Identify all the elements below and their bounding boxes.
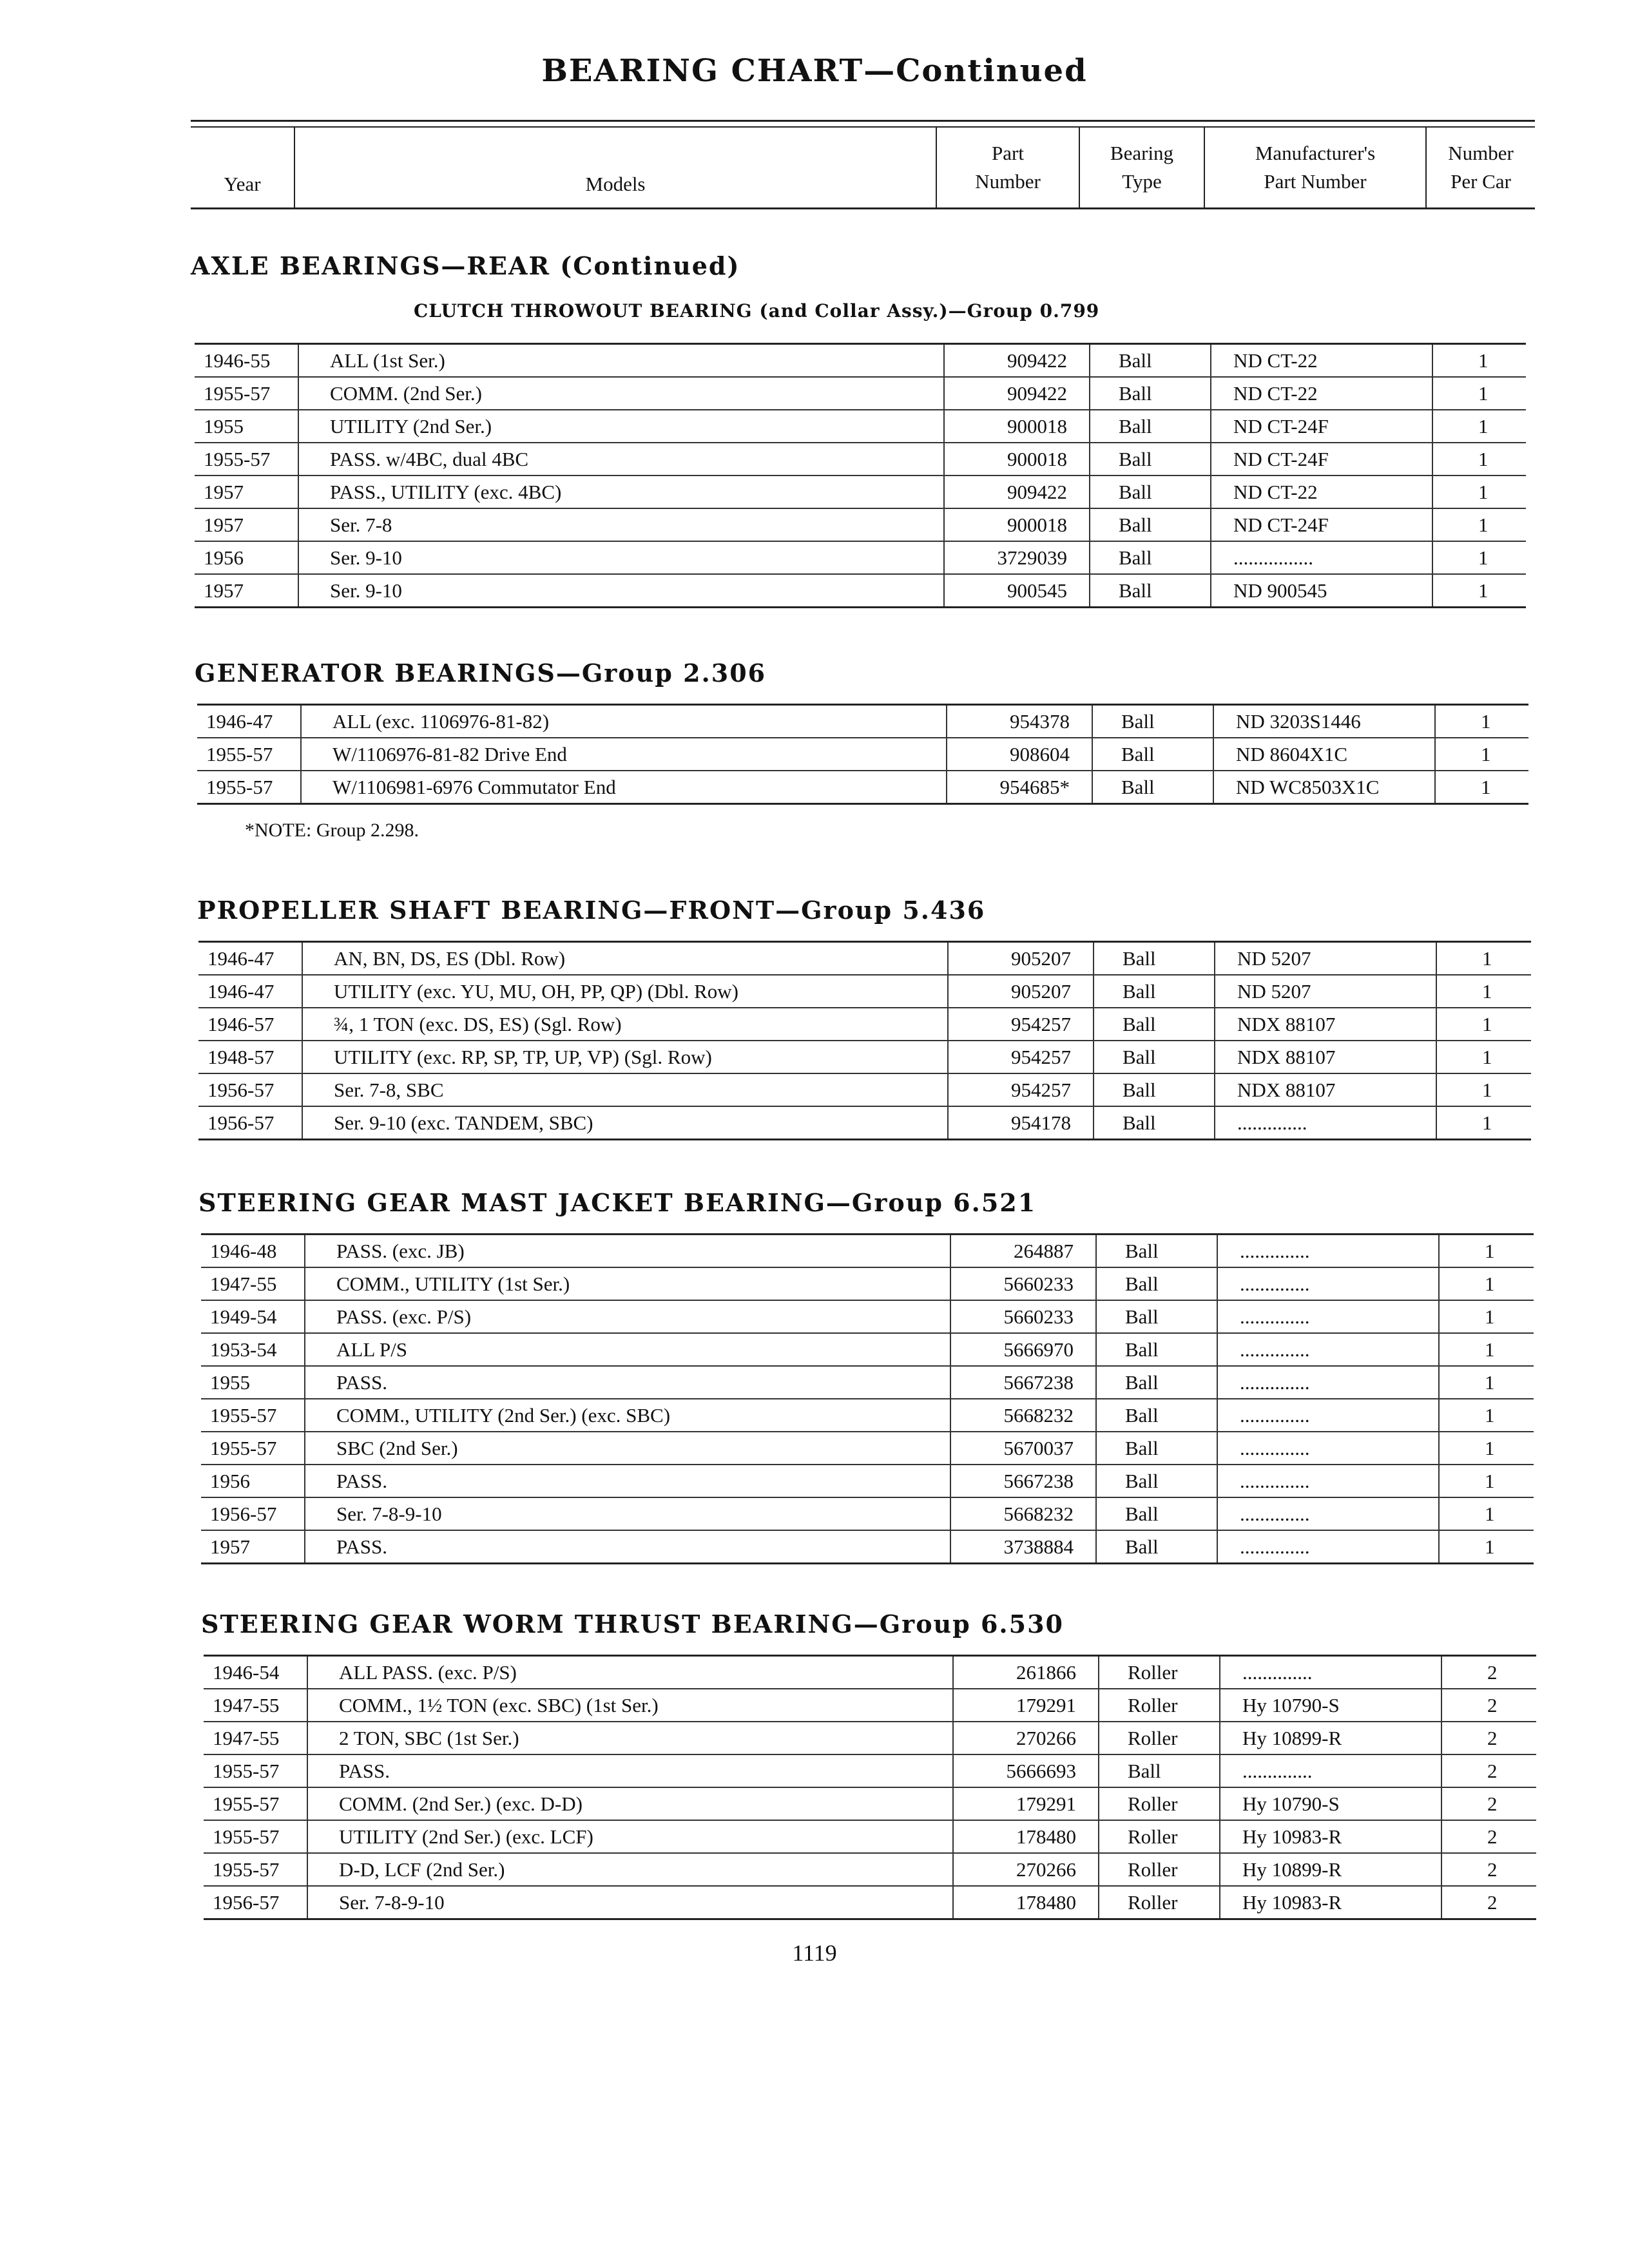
mfr-part-number-cell: ND CT-22 [1210, 378, 1432, 409]
number-per-car-cell: 1 [1436, 1008, 1530, 1040]
bearing-type-cell: Ball [1092, 738, 1213, 770]
mast-jacket-heading: STEERING GEAR MAST JACKET BEARING—Group 6.521 [198, 1188, 1037, 1217]
mfr-part-number-cell: NDX 88107 [1214, 1008, 1436, 1040]
mfr-part-number-cell: ND CT-22 [1210, 345, 1432, 376]
part-number-cell: 270266 [952, 1722, 1098, 1754]
models-cell: PASS., UTILITY (exc. 4BC) [298, 476, 943, 508]
models-cell: COMM., UTILITY (1st Ser.) [304, 1268, 950, 1300]
part-number-cell: 905207 [947, 943, 1093, 974]
bearing-type-cell: Ball [1093, 975, 1214, 1007]
models-cell: Ser. 9-10 [298, 575, 943, 606]
year-cell: 1946-47 [207, 947, 275, 970]
table-row [195, 345, 1526, 378]
table-row [204, 1722, 1536, 1755]
year-cell: 1956-57 [213, 1891, 280, 1914]
models-cell: Ser. 9-10 [298, 542, 943, 573]
bearing-type-cell: Ball [1093, 943, 1214, 974]
models-cell: SBC (2nd Ser.) [304, 1432, 950, 1464]
mfr-part-number-cell: .............. [1219, 1657, 1441, 1688]
number-per-car-cell: 1 [1432, 509, 1526, 541]
models-cell: Ser. 7-8, SBC [302, 1074, 947, 1106]
year-cell: 1956-57 [210, 1503, 277, 1525]
table-row [198, 975, 1531, 1008]
year-cell: 1956 [210, 1470, 250, 1492]
bearing-type-cell: Ball [1095, 1235, 1217, 1267]
part-number-cell: 908604 [946, 738, 1092, 770]
table-row [201, 1268, 1534, 1301]
bearing-type-cell: Ball [1095, 1531, 1217, 1562]
bearing-type-cell: Ball [1093, 1074, 1214, 1106]
models-cell: ALL (exc. 1106976-81-82) [300, 706, 946, 737]
part-number-cell: 954378 [946, 706, 1092, 737]
models-cell: PASS. [304, 1367, 950, 1398]
part-number-cell: 5667238 [950, 1367, 1095, 1398]
bearing-type-cell: Roller [1098, 1887, 1219, 1918]
number-per-car-cell: 2 [1441, 1821, 1535, 1852]
part-number-cell: 3738884 [950, 1531, 1095, 1562]
part-number-cell: 900545 [943, 575, 1089, 606]
mfr-part-number-cell: .............. [1217, 1498, 1438, 1530]
year-cell: 1957 [204, 481, 244, 503]
models-cell: Ser. 9-10 (exc. TANDEM, SBC) [302, 1107, 947, 1139]
number-per-car-cell: 1 [1438, 1367, 1532, 1398]
mfr-part-number-cell: ND 5207 [1214, 975, 1436, 1007]
part-number-cell: 954685* [946, 771, 1092, 803]
page-number: 1119 [792, 1940, 837, 1966]
part-number-cell: 5660233 [950, 1301, 1095, 1332]
mfr-part-number-cell: Hy 10899-R [1219, 1854, 1441, 1885]
bearing-type-cell: Ball [1095, 1367, 1217, 1398]
number-per-car-cell: 1 [1434, 771, 1528, 803]
table-row [198, 1008, 1531, 1041]
year-cell: 1946-47 [207, 980, 275, 1003]
number-per-car-cell: 1 [1432, 443, 1526, 475]
table-row [201, 1301, 1534, 1334]
mast-jacket-table [201, 1233, 1534, 1564]
number-per-car-cell: 1 [1438, 1531, 1532, 1562]
year-cell: 1955-57 [213, 1792, 280, 1815]
part-number-cell: 5670037 [950, 1432, 1095, 1464]
generator-note: *NOTE: Group 2.298. [245, 820, 419, 841]
table-row [204, 1689, 1536, 1722]
bearing-type-cell: Ball [1095, 1432, 1217, 1464]
year-cell: 1955-57 [210, 1404, 277, 1427]
bearing-type-cell: Ball [1093, 1008, 1214, 1040]
column-header [191, 120, 1535, 209]
year-cell: 1953-54 [210, 1338, 277, 1361]
models-cell: W/1106976-81-82 Drive End [300, 738, 946, 770]
mfr-part-number-cell: ND 3203S1446 [1213, 706, 1434, 737]
bearing-type-cell: Roller [1098, 1788, 1219, 1820]
year-cell: 1957 [210, 1535, 250, 1558]
part-number-cell: 5667238 [950, 1465, 1095, 1497]
number-per-car-cell: 1 [1432, 345, 1526, 376]
models-cell: ALL (1st Ser.) [298, 345, 943, 376]
worm-thrust-heading: STEERING GEAR WORM THRUST BEARING—Group 6.530 [201, 1610, 1064, 1639]
year-cell: 1957 [204, 514, 244, 536]
table-row [204, 1657, 1536, 1689]
number-per-car-cell: 1 [1438, 1301, 1532, 1332]
mfr-part-number-cell: .............. [1217, 1432, 1438, 1464]
mfr-part-number-cell: .............. [1214, 1107, 1436, 1139]
bearing-type-cell: Ball [1093, 1041, 1214, 1073]
models-cell: Ser. 7-8-9-10 [304, 1498, 950, 1530]
year-cell: 1946-48 [210, 1240, 277, 1262]
table-row [198, 1107, 1531, 1139]
table-row [195, 575, 1526, 606]
clutch-throwout-table [195, 343, 1526, 608]
year-cell: 1947-55 [210, 1273, 277, 1295]
number-per-car-cell: 1 [1436, 1074, 1530, 1106]
mfr-part-number-cell: .............. [1217, 1367, 1438, 1398]
part-number-cell: 900018 [943, 410, 1089, 442]
table-row [198, 943, 1531, 975]
mfr-part-number-cell: Hy 10899-R [1219, 1722, 1441, 1754]
table-row [201, 1432, 1534, 1465]
bearing-type-cell: Roller [1098, 1722, 1219, 1754]
models-cell: COMM., 1½ TON (exc. SBC) (1st Ser.) [307, 1689, 952, 1721]
year-cell: 1956-57 [207, 1111, 275, 1134]
models-cell: PASS. (exc. P/S) [304, 1301, 950, 1332]
bearing-type-cell: Roller [1098, 1854, 1219, 1885]
year-cell: 1946-47 [206, 710, 273, 733]
models-cell: Ser. 7-8-9-10 [307, 1887, 952, 1918]
year-cell: 1955-57 [213, 1760, 280, 1782]
col-year-header: Year [224, 173, 261, 195]
bearing-type-cell: Ball [1089, 575, 1210, 606]
models-cell: COMM., UTILITY (2nd Ser.) (exc. SBC) [304, 1399, 950, 1431]
number-per-car-cell: 2 [1441, 1689, 1535, 1721]
mfr-part-number-cell: ND 5207 [1214, 943, 1436, 974]
number-per-car-cell: 1 [1436, 943, 1530, 974]
bearing-type-cell: Ball [1098, 1755, 1219, 1787]
models-cell: UTILITY (2nd Ser.) [298, 410, 943, 442]
mfr-part-number-cell: .............. [1217, 1235, 1438, 1267]
part-number-cell: 909422 [943, 378, 1089, 409]
number-per-car-cell: 1 [1436, 975, 1530, 1007]
table-row [201, 1334, 1534, 1367]
number-per-car-cell: 1 [1434, 738, 1528, 770]
models-cell: Ser. 7-8 [298, 509, 943, 541]
year-cell: 1955-57 [206, 776, 273, 798]
part-number-cell: 909422 [943, 345, 1089, 376]
table-row [195, 542, 1526, 575]
number-per-car-cell: 1 [1434, 706, 1528, 737]
table-row [204, 1854, 1536, 1887]
bearing-type-cell: Roller [1098, 1821, 1219, 1852]
table-row [201, 1498, 1534, 1531]
part-number-cell: 5660233 [950, 1268, 1095, 1300]
year-cell: 1946-55 [204, 349, 271, 372]
bearing-type-cell: Ball [1089, 443, 1210, 475]
models-cell: D-D, LCF (2nd Ser.) [307, 1854, 952, 1885]
col-mfr-part-number-header: Manufacturer's Part Number [1204, 128, 1425, 207]
table-row [201, 1531, 1534, 1562]
part-number-cell: 3729039 [943, 542, 1089, 573]
year-cell: 1955-57 [204, 448, 271, 470]
part-number-cell: 270266 [952, 1854, 1098, 1885]
mfr-part-number-cell: Hy 10983-R [1219, 1821, 1441, 1852]
number-per-car-cell: 1 [1436, 1041, 1530, 1073]
mfr-part-number-cell: .............. [1217, 1465, 1438, 1497]
year-cell: 1947-55 [213, 1727, 280, 1749]
main-section-heading: AXLE BEARINGS—REAR (Continued) [191, 251, 740, 280]
mfr-part-number-cell: NDX 88107 [1214, 1041, 1436, 1073]
models-cell: PASS. w/4BC, dual 4BC [298, 443, 943, 475]
bearing-type-cell: Ball [1089, 410, 1210, 442]
number-per-car-cell: 2 [1441, 1788, 1535, 1820]
mfr-part-number-cell: .............. [1217, 1268, 1438, 1300]
part-number-cell: 5668232 [950, 1498, 1095, 1530]
mfr-part-number-cell: Hy 10790-S [1219, 1788, 1441, 1820]
models-cell: 2 TON, SBC (1st Ser.) [307, 1722, 952, 1754]
table-row [197, 738, 1528, 771]
part-number-cell: 178480 [952, 1887, 1098, 1918]
mfr-part-number-cell: ND WC8503X1C [1213, 771, 1434, 803]
mfr-part-number-cell: Hy 10983-R [1219, 1887, 1441, 1918]
page-title: BEARING CHART—Continued [541, 53, 1088, 89]
table-row [201, 1367, 1534, 1399]
year-cell: 1956-57 [207, 1079, 275, 1101]
col-models-header: Models [294, 128, 936, 207]
bearing-type-cell: Ball [1095, 1465, 1217, 1497]
table-row [195, 410, 1526, 443]
number-per-car-cell: 1 [1432, 542, 1526, 573]
bearing-type-cell: Ball [1089, 345, 1210, 376]
mfr-part-number-cell: ND CT-24F [1210, 410, 1432, 442]
table-row [197, 771, 1528, 803]
col-part-number-header: Part Number [936, 128, 1079, 207]
table-row [195, 378, 1526, 410]
number-per-car-cell: 1 [1432, 575, 1526, 606]
part-number-cell: 905207 [947, 975, 1093, 1007]
year-cell: 1955-57 [213, 1825, 280, 1848]
mfr-part-number-cell: ND 8604X1C [1213, 738, 1434, 770]
table-row [195, 509, 1526, 542]
table-row [195, 476, 1526, 509]
table-row [198, 1041, 1531, 1074]
bearing-type-cell: Ball [1095, 1498, 1217, 1530]
year-cell: 1955-57 [204, 382, 271, 405]
year-cell: 1955-57 [213, 1858, 280, 1881]
bearing-type-cell: Ball [1095, 1399, 1217, 1431]
propeller-shaft-heading: PROPELLER SHAFT BEARING—FRONT—Group 5.436 [197, 896, 986, 925]
models-cell: PASS. [307, 1755, 952, 1787]
bearing-type-cell: Ball [1089, 509, 1210, 541]
generator-bearings-table [197, 704, 1528, 805]
table-row [201, 1399, 1534, 1432]
part-number-cell: 5666693 [952, 1755, 1098, 1787]
table-row [198, 1074, 1531, 1107]
mfr-part-number-cell: ND CT-24F [1210, 509, 1432, 541]
year-cell: 1948-57 [207, 1046, 275, 1068]
table-row [204, 1821, 1536, 1854]
number-per-car-cell: 1 [1438, 1432, 1532, 1464]
mfr-part-number-cell: ................ [1210, 542, 1432, 573]
models-cell: ALL PASS. (exc. P/S) [307, 1657, 952, 1688]
bearing-type-cell: Ball [1089, 378, 1210, 409]
models-cell: COMM. (2nd Ser.) [298, 378, 943, 409]
year-cell: 1955-57 [206, 743, 273, 765]
part-number-cell: 954257 [947, 1074, 1093, 1106]
bearing-type-cell: Ball [1089, 476, 1210, 508]
table-row [201, 1465, 1534, 1498]
part-number-cell: 900018 [943, 509, 1089, 541]
bearing-type-cell: Ball [1095, 1334, 1217, 1365]
number-per-car-cell: 1 [1438, 1334, 1532, 1365]
propeller-shaft-table [198, 941, 1531, 1140]
part-number-cell: 5666970 [950, 1334, 1095, 1365]
part-number-cell: 900018 [943, 443, 1089, 475]
mfr-part-number-cell: ND CT-24F [1210, 443, 1432, 475]
number-per-car-cell: 1 [1436, 1107, 1530, 1139]
part-number-cell: 178480 [952, 1821, 1098, 1852]
models-cell: PASS. (exc. JB) [304, 1235, 950, 1267]
bearing-type-cell: Ball [1092, 706, 1213, 737]
bearing-type-cell: Ball [1089, 542, 1210, 573]
year-cell: 1955-57 [210, 1437, 277, 1459]
models-cell: ALL P/S [304, 1334, 950, 1365]
col-number-per-car-header: Number Per Car [1425, 128, 1535, 207]
models-cell: AN, BN, DS, ES (Dbl. Row) [302, 943, 947, 974]
worm-thrust-table [204, 1655, 1536, 1920]
number-per-car-cell: 2 [1441, 1854, 1535, 1885]
part-number-cell: 954178 [947, 1107, 1093, 1139]
mfr-part-number-cell: .............. [1219, 1755, 1441, 1787]
part-number-cell: 179291 [952, 1689, 1098, 1721]
models-cell: UTILITY (exc. RP, SP, TP, UP, VP) (Sgl. Row) [302, 1041, 947, 1073]
number-per-car-cell: 1 [1438, 1235, 1532, 1267]
part-number-cell: 954257 [947, 1008, 1093, 1040]
number-per-car-cell: 1 [1432, 378, 1526, 409]
mfr-part-number-cell: .............. [1217, 1399, 1438, 1431]
bearing-type-cell: Roller [1098, 1689, 1219, 1721]
year-cell: 1955 [204, 415, 244, 437]
mfr-part-number-cell: Hy 10790-S [1219, 1689, 1441, 1721]
number-per-car-cell: 1 [1438, 1498, 1532, 1530]
models-cell: UTILITY (2nd Ser.) (exc. LCF) [307, 1821, 952, 1852]
models-cell: W/1106981-6976 Commutator End [300, 771, 946, 803]
year-cell: 1955 [210, 1371, 250, 1394]
models-cell: PASS. [304, 1465, 950, 1497]
bearing-type-cell: Ball [1093, 1107, 1214, 1139]
year-cell: 1947-55 [213, 1694, 280, 1716]
bearing-type-cell: Ball [1095, 1268, 1217, 1300]
part-number-cell: 264887 [950, 1235, 1095, 1267]
models-cell: PASS. [304, 1531, 950, 1562]
bearing-type-cell: Roller [1098, 1657, 1219, 1688]
number-per-car-cell: 1 [1432, 476, 1526, 508]
part-number-cell: 909422 [943, 476, 1089, 508]
year-cell: 1956 [204, 546, 244, 569]
mfr-part-number-cell: .............. [1217, 1531, 1438, 1562]
bearing-type-cell: Ball [1092, 771, 1213, 803]
part-number-cell: 954257 [947, 1041, 1093, 1073]
table-row [204, 1887, 1536, 1918]
number-per-car-cell: 2 [1441, 1657, 1535, 1688]
col-bearing-type-header: Bearing Type [1079, 128, 1204, 207]
mfr-part-number-cell: NDX 88107 [1214, 1074, 1436, 1106]
number-per-car-cell: 1 [1438, 1399, 1532, 1431]
number-per-car-cell: 2 [1441, 1722, 1535, 1754]
table-row [201, 1235, 1534, 1268]
year-cell: 1946-54 [213, 1661, 280, 1684]
part-number-cell: 261866 [952, 1657, 1098, 1688]
table-row [195, 443, 1526, 476]
table-row [204, 1755, 1536, 1788]
number-per-car-cell: 2 [1441, 1887, 1535, 1918]
models-cell: COMM. (2nd Ser.) (exc. D-D) [307, 1788, 952, 1820]
generator-bearings-heading: GENERATOR BEARINGS—Group 2.306 [195, 658, 767, 687]
number-per-car-cell: 1 [1438, 1465, 1532, 1497]
bearing-type-cell: Ball [1095, 1301, 1217, 1332]
part-number-cell: 179291 [952, 1788, 1098, 1820]
mfr-part-number-cell: .............. [1217, 1334, 1438, 1365]
models-cell: UTILITY (exc. YU, MU, OH, PP, QP) (Dbl. Row) [302, 975, 947, 1007]
number-per-car-cell: 1 [1432, 410, 1526, 442]
year-cell: 1946-57 [207, 1013, 275, 1035]
year-cell: 1949-54 [210, 1305, 277, 1328]
number-per-car-cell: 2 [1441, 1755, 1535, 1787]
mfr-part-number-cell: ND CT-22 [1210, 476, 1432, 508]
mfr-part-number-cell: ND 900545 [1210, 575, 1432, 606]
table-row [197, 706, 1528, 738]
year-cell: 1957 [204, 579, 244, 602]
number-per-car-cell: 1 [1438, 1268, 1532, 1300]
table-row [204, 1788, 1536, 1821]
models-cell: ¾, 1 TON (exc. DS, ES) (Sgl. Row) [302, 1008, 947, 1040]
part-number-cell: 5668232 [950, 1399, 1095, 1431]
clutch-throwout-subheading: CLUTCH THROWOUT BEARING (and Collar Assy.)—Group 0.799 [414, 300, 1100, 322]
mfr-part-number-cell: .............. [1217, 1301, 1438, 1332]
